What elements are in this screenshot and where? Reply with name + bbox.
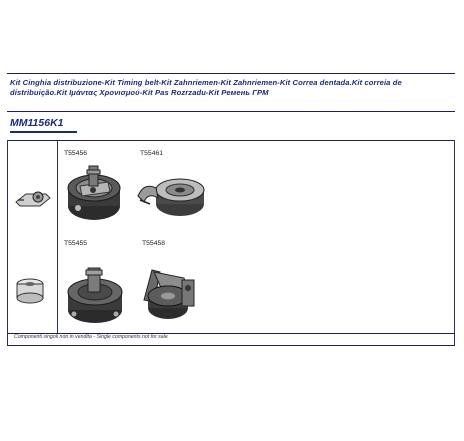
table-left-border [7,140,8,345]
kit-description: Kit Cinghia distribuzione-Kit Timing belt-Kit Zahnriemen-Kit Zahnriemen-Kit Correa dentada.Kit correia de distribuição.Kit Ιμάντας Χρονισμού-Kit Pas Rozrzadu-Kit Ремень ГРМ [10,78,402,97]
pulley-overview-icon [14,278,46,306]
part-number-t55461: T55461 [140,150,164,157]
tensioner-overview-icon [12,184,54,212]
kit-code: MM1156K1 [10,117,64,129]
guide-pulley-t55458-image [138,260,204,326]
header-rule [7,111,455,112]
footer-note: Componenti singoli non in vendita - Single components not for sale [14,334,168,340]
table-top-rule [7,140,455,141]
table-divider [57,140,58,333]
kit-code-underline [10,131,77,133]
top-rule [7,73,455,74]
table-footer-rule [7,345,455,346]
idler-pulley-t55455-image [64,266,126,326]
tensioner-t55461-image [134,174,208,218]
table-right-border [454,140,455,345]
tensioner-pulley-t55456-image [64,162,124,224]
part-number-t55456: T55456 [64,150,88,157]
part-number-t55458: T55458 [142,240,166,247]
part-number-t55455: T55455 [64,240,88,247]
